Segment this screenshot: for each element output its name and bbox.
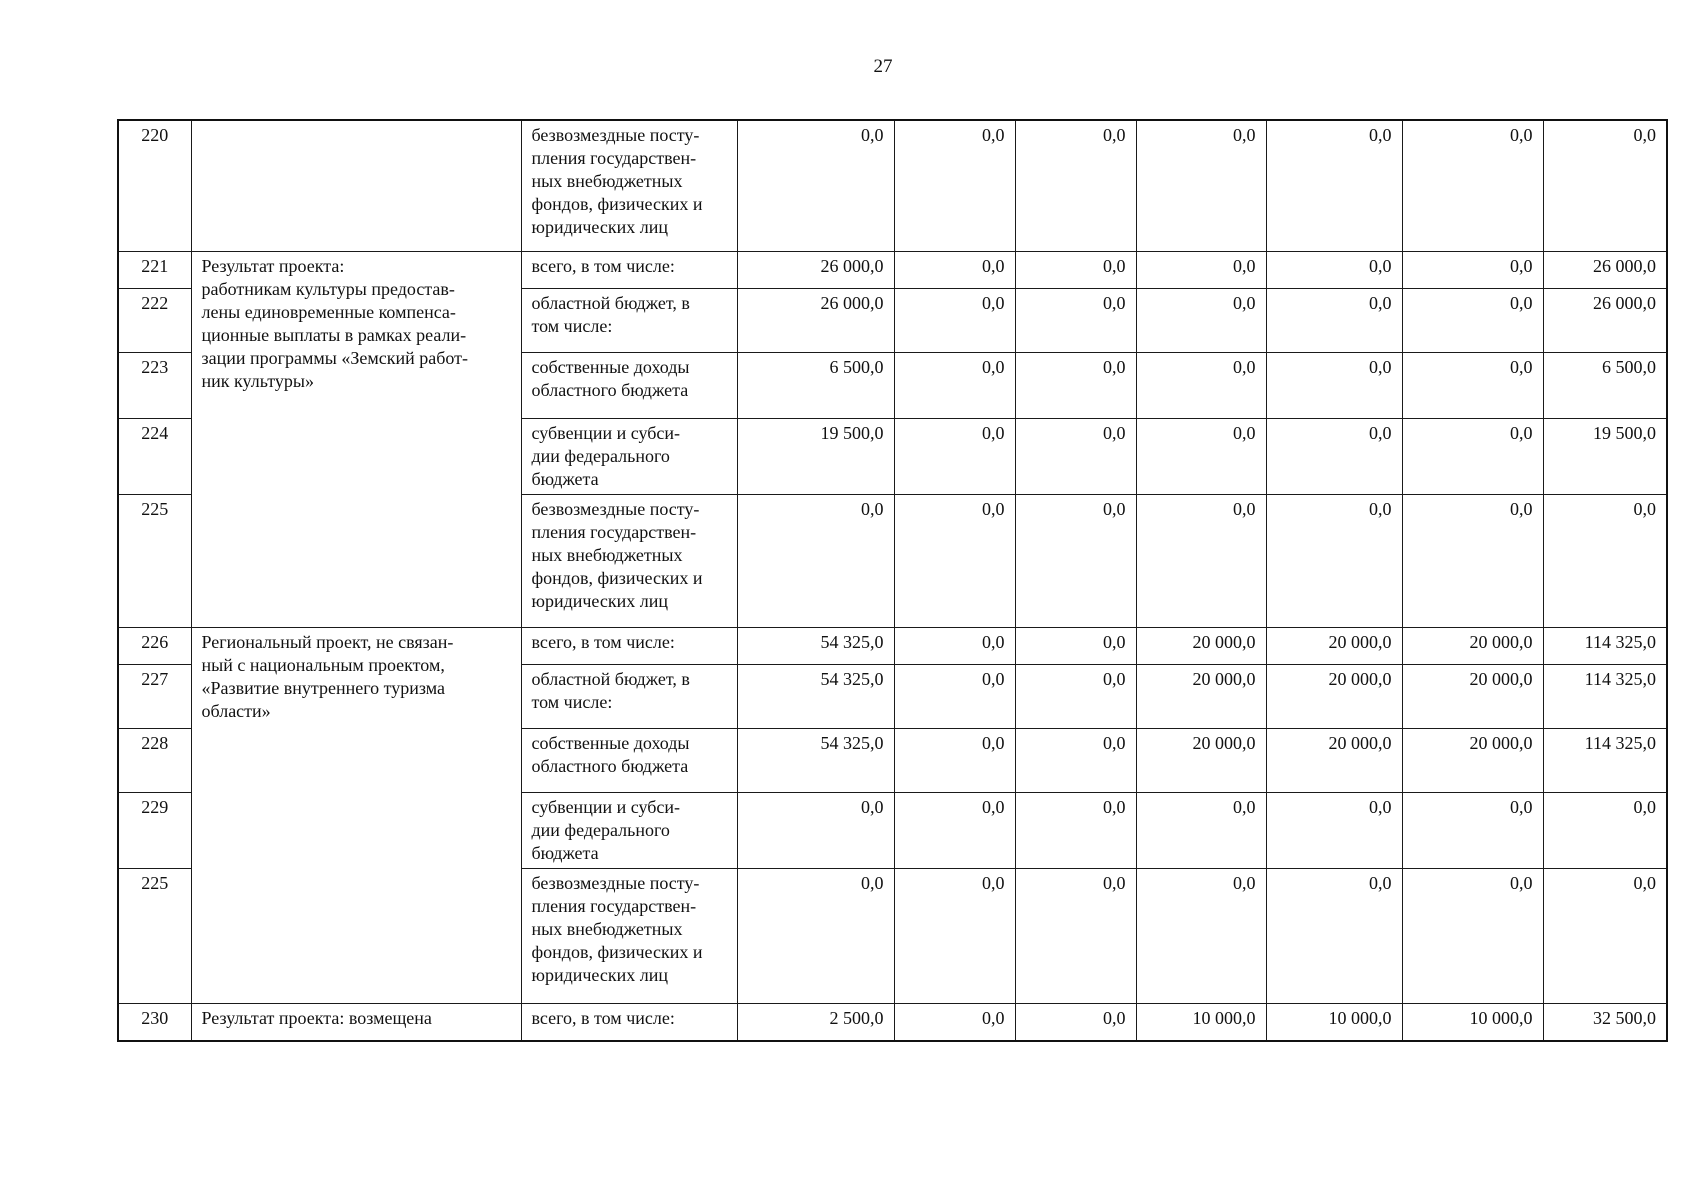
amount-cell: 10 000,0: [1136, 1003, 1266, 1041]
amount-cell: 0,0: [1015, 664, 1136, 728]
row-number: 225: [118, 868, 191, 1003]
amount-cell: 20 000,0: [1136, 627, 1266, 664]
amount-cell: 20 000,0: [1266, 728, 1402, 792]
funding-source: областной бюджет, в том числе:: [521, 664, 737, 728]
amount-cell: 0,0: [1266, 251, 1402, 288]
amount-cell: 20 000,0: [1402, 728, 1543, 792]
amount-cell: 0,0: [1266, 288, 1402, 352]
amount-cell: 20 000,0: [1266, 627, 1402, 664]
funding-source: всего, в том числе:: [521, 1003, 737, 1041]
budget-table: [117, 119, 1668, 1042]
amount-cell: 20 000,0: [1136, 728, 1266, 792]
amount-cell: 0,0: [1015, 792, 1136, 868]
amount-cell: 0,0: [1402, 288, 1543, 352]
amount-cell: 0,0: [894, 251, 1015, 288]
amount-cell: 54 325,0: [737, 664, 894, 728]
funding-source: всего, в том числе:: [521, 251, 737, 288]
row-number: 229: [118, 792, 191, 868]
amount-cell: 0,0: [1543, 868, 1667, 1003]
row-number: 227: [118, 664, 191, 728]
amount-cell: 0,0: [737, 792, 894, 868]
amount-cell: 0,0: [737, 494, 894, 627]
project-label: [191, 120, 521, 251]
amount-cell: 0,0: [1015, 494, 1136, 627]
amount-cell: 2 500,0: [737, 1003, 894, 1041]
funding-source: безвозмездные посту- пления государствен- ных внебюджетных фондов, физических и юридических лиц: [521, 868, 737, 1003]
amount-cell: 10 000,0: [1266, 1003, 1402, 1041]
amount-cell: 26 000,0: [1543, 251, 1667, 288]
amount-cell: 0,0: [1402, 418, 1543, 494]
funding-source: субвенции и субси- дии федерального бюджета: [521, 418, 737, 494]
project-label: Результат проекта: возмещена: [191, 1003, 521, 1041]
amount-cell: 0,0: [1136, 494, 1266, 627]
page-number: 27: [873, 56, 893, 77]
amount-cell: 0,0: [1402, 251, 1543, 288]
amount-cell: 0,0: [894, 120, 1015, 251]
amount-cell: 0,0: [894, 868, 1015, 1003]
row-number: 224: [118, 418, 191, 494]
project-label: Региональный проект, не связан- ный с национальным проектом, «Развитие внутреннего туризма области»: [191, 627, 521, 1003]
amount-cell: 26 000,0: [737, 288, 894, 352]
table-row: [118, 627, 1667, 664]
amount-cell: 0,0: [1266, 120, 1402, 251]
funding-source: безвозмездные посту- пления государствен- ных внебюджетных фондов, физических и юридических лиц: [521, 120, 737, 251]
amount-cell: 0,0: [1543, 120, 1667, 251]
funding-source: собственные доходы областного бюджета: [521, 728, 737, 792]
amount-cell: 26 000,0: [1543, 288, 1667, 352]
amount-cell: 10 000,0: [1402, 1003, 1543, 1041]
amount-cell: 0,0: [1015, 868, 1136, 1003]
amount-cell: 0,0: [1402, 792, 1543, 868]
amount-cell: 0,0: [894, 418, 1015, 494]
amount-cell: 0,0: [1136, 792, 1266, 868]
amount-cell: 6 500,0: [737, 352, 894, 418]
amount-cell: 0,0: [737, 868, 894, 1003]
row-number: 230: [118, 1003, 191, 1041]
amount-cell: 0,0: [737, 120, 894, 251]
amount-cell: 20 000,0: [1402, 627, 1543, 664]
amount-cell: 0,0: [1543, 792, 1667, 868]
table-body: [118, 120, 1667, 1041]
funding-source: всего, в том числе:: [521, 627, 737, 664]
table-row: [118, 1003, 1667, 1041]
amount-cell: 114 325,0: [1543, 664, 1667, 728]
amount-cell: 0,0: [894, 728, 1015, 792]
amount-cell: 0,0: [1136, 120, 1266, 251]
amount-cell: 0,0: [1136, 288, 1266, 352]
amount-cell: 0,0: [1402, 868, 1543, 1003]
amount-cell: 20 000,0: [1402, 664, 1543, 728]
amount-cell: 20 000,0: [1136, 664, 1266, 728]
amount-cell: 0,0: [1015, 418, 1136, 494]
amount-cell: 0,0: [1402, 352, 1543, 418]
row-number: 220: [118, 120, 191, 251]
amount-cell: 0,0: [1136, 352, 1266, 418]
amount-cell: 0,0: [1136, 868, 1266, 1003]
amount-cell: 0,0: [1543, 494, 1667, 627]
amount-cell: 0,0: [1015, 627, 1136, 664]
amount-cell: 0,0: [1015, 120, 1136, 251]
amount-cell: 0,0: [894, 288, 1015, 352]
amount-cell: 6 500,0: [1543, 352, 1667, 418]
row-number: 221: [118, 251, 191, 288]
amount-cell: 0,0: [1266, 352, 1402, 418]
amount-cell: 0,0: [1015, 288, 1136, 352]
row-number: 225: [118, 494, 191, 627]
amount-cell: 0,0: [1266, 792, 1402, 868]
funding-source: безвозмездные посту- пления государствен- ных внебюджетных фондов, физических и юридических лиц: [521, 494, 737, 627]
row-number: 222: [118, 288, 191, 352]
amount-cell: 0,0: [1015, 251, 1136, 288]
amount-cell: 0,0: [1015, 728, 1136, 792]
table-row: [118, 120, 1667, 251]
amount-cell: 54 325,0: [737, 627, 894, 664]
amount-cell: 0,0: [894, 352, 1015, 418]
amount-cell: 0,0: [1015, 1003, 1136, 1041]
funding-source: собственные доходы областного бюджета: [521, 352, 737, 418]
amount-cell: 19 500,0: [737, 418, 894, 494]
amount-cell: 0,0: [894, 494, 1015, 627]
amount-cell: 32 500,0: [1543, 1003, 1667, 1041]
amount-cell: 0,0: [894, 627, 1015, 664]
amount-cell: 0,0: [1266, 494, 1402, 627]
amount-cell: 0,0: [894, 792, 1015, 868]
funding-source: субвенции и субси- дии федерального бюджета: [521, 792, 737, 868]
row-number: 226: [118, 627, 191, 664]
table-row: [118, 251, 1667, 288]
funding-source: областной бюджет, в том числе:: [521, 288, 737, 352]
amount-cell: 0,0: [1136, 251, 1266, 288]
project-label: Результат проекта: работникам культуры предостав- лены единовременные компенса- ционные выплаты в рамках реали- зации программы «Земский работ- ник культуры»: [191, 251, 521, 627]
amount-cell: 0,0: [894, 664, 1015, 728]
amount-cell: 114 325,0: [1543, 627, 1667, 664]
amount-cell: 0,0: [1136, 418, 1266, 494]
amount-cell: 0,0: [1266, 868, 1402, 1003]
amount-cell: 0,0: [1402, 120, 1543, 251]
row-number: 228: [118, 728, 191, 792]
amount-cell: 19 500,0: [1543, 418, 1667, 494]
amount-cell: 0,0: [1402, 494, 1543, 627]
amount-cell: 54 325,0: [737, 728, 894, 792]
amount-cell: 0,0: [894, 1003, 1015, 1041]
amount-cell: 20 000,0: [1266, 664, 1402, 728]
row-number: 223: [118, 352, 191, 418]
amount-cell: 26 000,0: [737, 251, 894, 288]
amount-cell: 0,0: [1266, 418, 1402, 494]
amount-cell: 0,0: [1015, 352, 1136, 418]
amount-cell: 114 325,0: [1543, 728, 1667, 792]
